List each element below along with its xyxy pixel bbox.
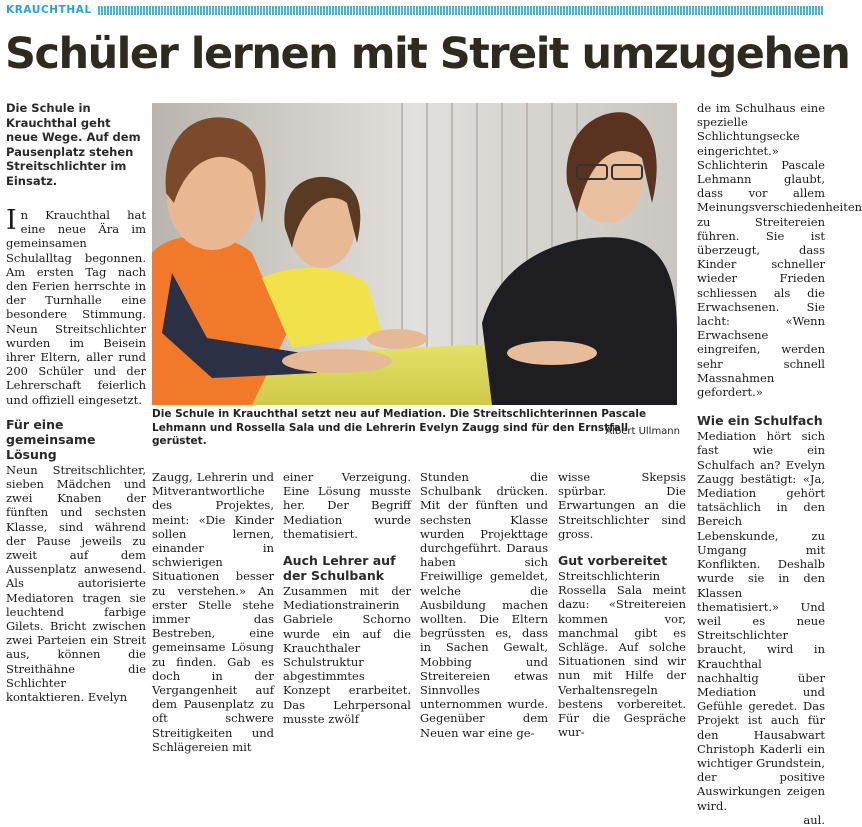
article-photo — [152, 103, 677, 405]
column-2-body: Zaugg, Lehrerin und Mitverantwortliche des Projektes, meint: «Die Kinder sollen lernen, einander in schwierigen Situationen besser zu verstehen.» An erster Stelle stehe immer das Bestreben, eine gemeinsame Lösung zu finden. Gab es doch in der Vergangenheit auf dem Pausenplatz zu oft schwere Streitigkeiten und Schlägereien mit — [152, 470, 274, 754]
subhead-wie-ein-schulfach: Wie ein Schulfach — [697, 413, 823, 429]
intro-text: n Krauchthal hat eine neue Ära im gemeinsamen Schulalltag begonnen. Am ersten Tag nach den Ferien herrschte in der Turnhalle eine besondere Stimmung. Neun Streitschlichter wurden im Beisein ihrer Eltern, aller rund 200 Schüler und der Lehrerschaft feierlich und offiziell eingesetzt. — [6, 208, 146, 407]
column-6-top: de im Schulhaus eine spezielle Schlichtungsecke eingerichtet.» Schlichterin Pascale Lehmann glaubt, dass vor allem Meinungsverschiedenheiten zu Streitereien führen. Sie ist überzeugt, dass Kinder schneller wieder Frieden schliessen als die Erwachsenen. Sie lacht: «Wenn Erwachsene eingreifen, werden sehr schnell Massnahmen gefordert.» — [697, 101, 862, 400]
article-column-3 — [283, 470, 411, 726]
intro-paragraph — [6, 205, 146, 407]
article-column-4 — [420, 470, 548, 740]
section-header — [6, 4, 824, 16]
article-column-6 — [697, 101, 862, 827]
column-6-body: Mediation hört sich fast wie ein Schulfach an? Evelyn Zaugg bestätigt: «Ja, Mediation gehört tatsächlich in den Bereich Lebenskunde, zu Umgang mit Konflikten. Deshalb wurde sie in den Klassen thematisiert.» Und weil es neue Streitschlichter braucht, wird in Krauchthal nachhaltig über Mediation und Gefühle geredet. Das Projekt ist auch für den Hausabwart Christoph Kaderli ein wichtiger Grundstein, der positive Auswirkungen zeigen wird. — [697, 429, 825, 813]
author-initials: aul. — [803, 812, 825, 827]
article-column-1 — [6, 205, 146, 705]
article-column-5 — [558, 470, 686, 739]
headline: Schüler lernen mit Streit umzugehen — [5, 29, 850, 79]
column-3-body: Zusammen mit der Mediationstrainerin Gabriele Schorno wurde ein auf die Krauchthaler Schulstruktur abgestimmtes Konzept erarbeitet. Das Lehrpersonal musste zwölf — [283, 584, 411, 726]
section-stripe — [98, 6, 824, 15]
section-label: KRAUCHTHAL — [6, 4, 98, 16]
subhead-lehrer-schulbank: Auch Lehrer auf der Schulbank — [283, 553, 396, 584]
photo-caption: Die Schule in Krauchthal setzt neu auf Mediation. Die Streitschlichterinnen Pascale Lehmann und Rossella Sala und die Lehrerin Evelyn Zaugg sind für den Ernstfall gerüstet. — [152, 408, 647, 447]
article-column-2 — [152, 470, 274, 754]
drop-cap: I — [6, 205, 17, 236]
column-5-top: wisse Skepsis spürbar. Die Erwartungen an die Streitschlichter sind gross. — [558, 470, 686, 541]
subhead-gut-vorbereitet: Gut vorbereitet — [558, 553, 668, 569]
subhead-gemeinsame-loesung: Für eine gemeinsame Lösung — [6, 416, 96, 462]
lead-paragraph: Die Schule in Krauchthal geht neue Wege. Auf dem Pausenplatz stehen Streitschlichter im Einsatz. — [6, 101, 141, 188]
column-5-body: Streitschlichterin Rossella Sala meint dazu: «Streitereien kommen vor, manchmal gibt es Schläge. Auf solche Situationen sind wir nun mit Hilfe der Verhaltensregeln bestens vorbereitet. Für die Gespräche wur- — [558, 569, 686, 740]
column-1-body: Neun Streitschlichter, sieben Mädchen und zwei Knaben der fünften und sechsten Klasse, sind während der Pause jeweils zu zweit auf dem Aussenplatz anwesend. Als autorisierte Mediatoren tragen sie leuchtend farbige Gilets. Bricht zwischen zwei Parteien ein Streit aus, können die Streithähne die Schlichter kontaktieren. Evelyn — [6, 462, 146, 705]
photo-credit: Albert Ullmann — [605, 426, 680, 437]
photo-illustration — [152, 103, 677, 405]
column-4-body: Stunden die Schulbank drücken. Mit der fünften und sechsten Klasse wurden Projekttage durchgeführt. Daraus haben sich Freiwillige gemeldet, welche die Ausbildung machen wollten. Die Eltern begrüssten es, dass in Sachen Gewalt, Mobbing und Streitereien etwas Sinnvolles unternommen wurde. Gegenüber dem Neuen war eine ge- — [420, 470, 548, 740]
column-3-top: einer Verzeigung. Eine Lösung musste her. Der Begriff Mediation wurde thematisiert. — [283, 470, 411, 541]
